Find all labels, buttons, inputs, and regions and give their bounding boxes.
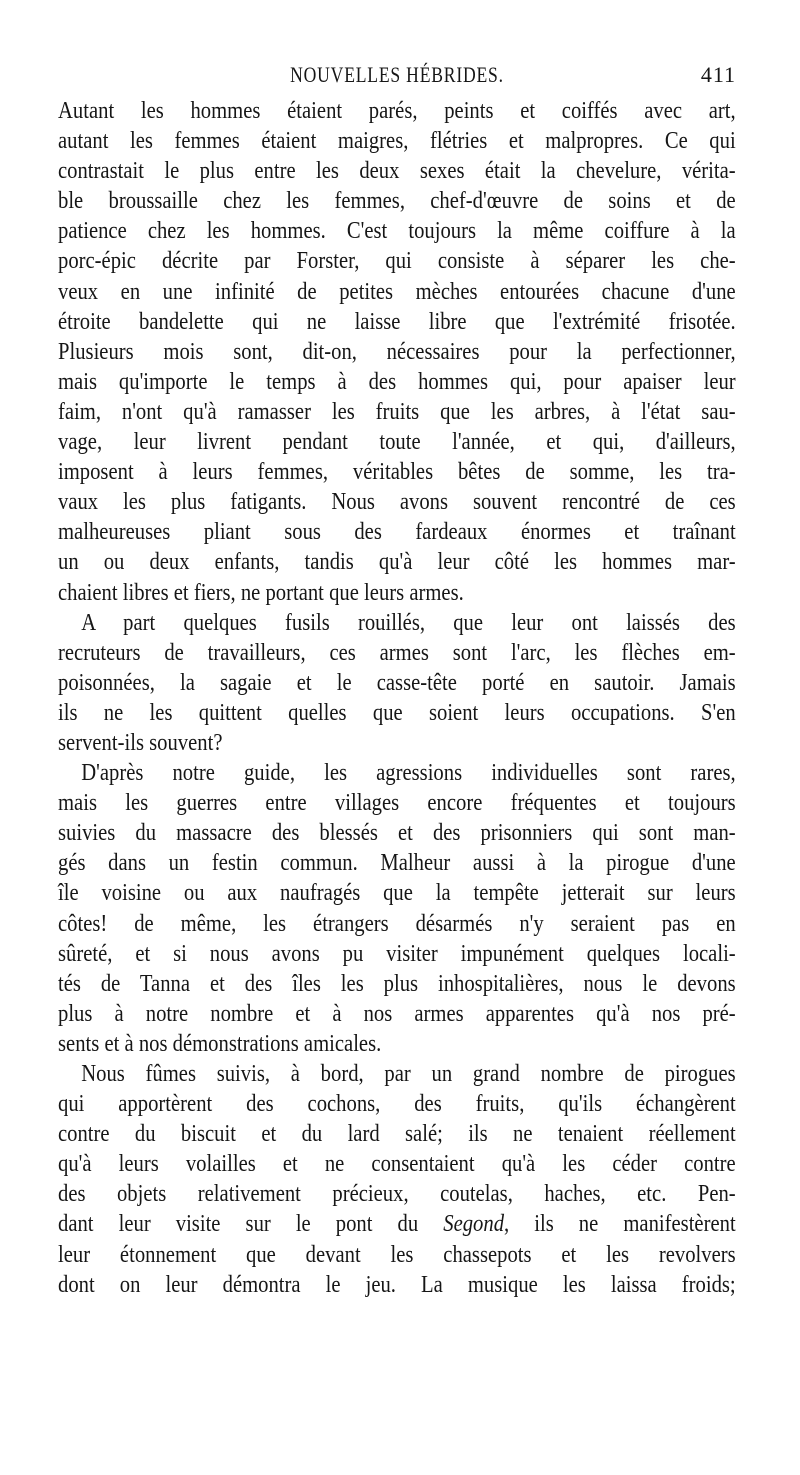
text-line: un ou deux enfants, tandis qu'à leur côté les hommes mar- — [58, 549, 736, 576]
paragraph-3 — [58, 758, 736, 1059]
text-line: chaient libres et fiers, ne portant que leurs armes. — [58, 579, 464, 606]
text-line: vage, leur livrent pendant toute l'année, et qui, d'ailleurs, — [58, 429, 736, 456]
text-line: sents et à nos démonstrations amicales. — [58, 1030, 382, 1057]
text-line: étroite bandelette qui ne laisse libre que l'extrémité frisotée. — [58, 308, 736, 335]
text-line: gés dans un festin commun. Malheur aussi à la pirogue d'une — [58, 850, 736, 877]
text-line: Autant les hommes étaient parés, peints et coiffés avec art, — [58, 98, 736, 124]
text-line: malheureuses pliant sous des fardeaux énormes et traînant — [58, 519, 736, 546]
text-line: veux en une infinité de petites mèches entourées chacune d'une — [58, 278, 736, 305]
text-line: tés de Tanna et des îles les plus inhospitalières, nous le devons — [58, 970, 736, 997]
text-line: qui apportèrent des cochons, des fruits, qu'ils échangèrent — [58, 1091, 736, 1118]
text-line: sûreté, et si nous avons pu visiter impunément quelques locali- — [58, 940, 736, 967]
text-line: leur étonnement que devant les chassepots et les revolvers — [58, 1241, 736, 1268]
text-line: recruteurs de travailleurs, ces armes sont l'arc, les flèches em- — [58, 639, 736, 666]
text-line: patience chez les hommes. C'est toujours la même coiffure à la — [58, 218, 736, 245]
text-line: Plusieurs mois sont, dit-on, nécessaires pour la perfectionner, — [58, 338, 736, 365]
text-line: imposent à leurs femmes, véritables bêtes de somme, les tra- — [58, 459, 736, 486]
text-line: côtes! de même, les étrangers désarmés n'y seraient pas en — [58, 910, 736, 937]
text-line: île voisine ou aux naufragés que la tempête jetterait sur leurs — [58, 880, 736, 907]
paragraph-4 — [58, 1059, 736, 1300]
text-line: D'après notre guide, les agressions individuelles sont rares, — [81, 760, 736, 787]
text-line: autant les femmes étaient maigres, flétries et malpropres. Ce qui — [58, 128, 736, 155]
running-title: NOUVELLES HÉBRIDES. — [290, 62, 504, 87]
ship-name: Segond — [443, 1211, 505, 1238]
text-line: faim, n'ont qu'à ramasser les fruits que les arbres, à l'état sau- — [58, 398, 736, 425]
text-line: poisonnées, la sagaie et le casse-tête porté en sautoir. Jamais — [58, 669, 736, 696]
body-text — [58, 96, 736, 1300]
text-line: plus à notre nombre et à nos armes apparentes qu'à nos pré- — [58, 1000, 736, 1027]
text-line: mais les guerres entre villages encore fréquentes et toujours — [58, 790, 736, 817]
running-head — [58, 62, 736, 92]
text-line-with-ship-name — [58, 1209, 736, 1239]
text-line: contre du biscuit et du lard salé; ils ne tenaient réellement — [58, 1121, 736, 1148]
paragraph-1 — [58, 96, 736, 608]
text-line: ble broussaille chez les femmes, chef-d'œuvre de soins et de — [58, 188, 736, 215]
text-line: contrastait le plus entre les deux sexes était la chevelure, vérita- — [58, 158, 736, 185]
text-line: vaux les plus fatigants. Nous avons souvent rencontré de ces — [58, 489, 736, 516]
text-line: porc-épic décrite par Forster, qui consiste à séparer les che- — [58, 248, 736, 275]
text-line: ils ne les quittent quelles que soient leurs occupations. S'en — [58, 699, 736, 726]
text-line: servent-ils souvent? — [58, 729, 223, 756]
text-line: dont on leur démontra le jeu. La musique les laissa froids; — [58, 1271, 736, 1298]
page-number: 411 — [700, 62, 736, 87]
text-line: A part quelques fusils rouillés, que leur ont laissés des — [81, 609, 736, 636]
text-line: mais qu'importe le temps à des hommes qui, pour apaiser leur — [58, 368, 736, 395]
line-head: dant leur visite sur le pont du — [58, 1211, 444, 1238]
paragraph-2 — [58, 608, 736, 758]
text-line: qu'à leurs volailles et ne consentaient qu'à les céder contre — [58, 1151, 736, 1178]
text-line: suivies du massacre des blessés et des prisonniers qui sont man- — [58, 820, 736, 847]
line-tail: , ils ne manifestèrent — [504, 1211, 736, 1238]
text-line: des objets relativement précieux, coutelas, haches, etc. Pen- — [58, 1181, 736, 1208]
text-line: Nous fûmes suivis, à bord, par un grand nombre de pirogues — [81, 1061, 736, 1087]
